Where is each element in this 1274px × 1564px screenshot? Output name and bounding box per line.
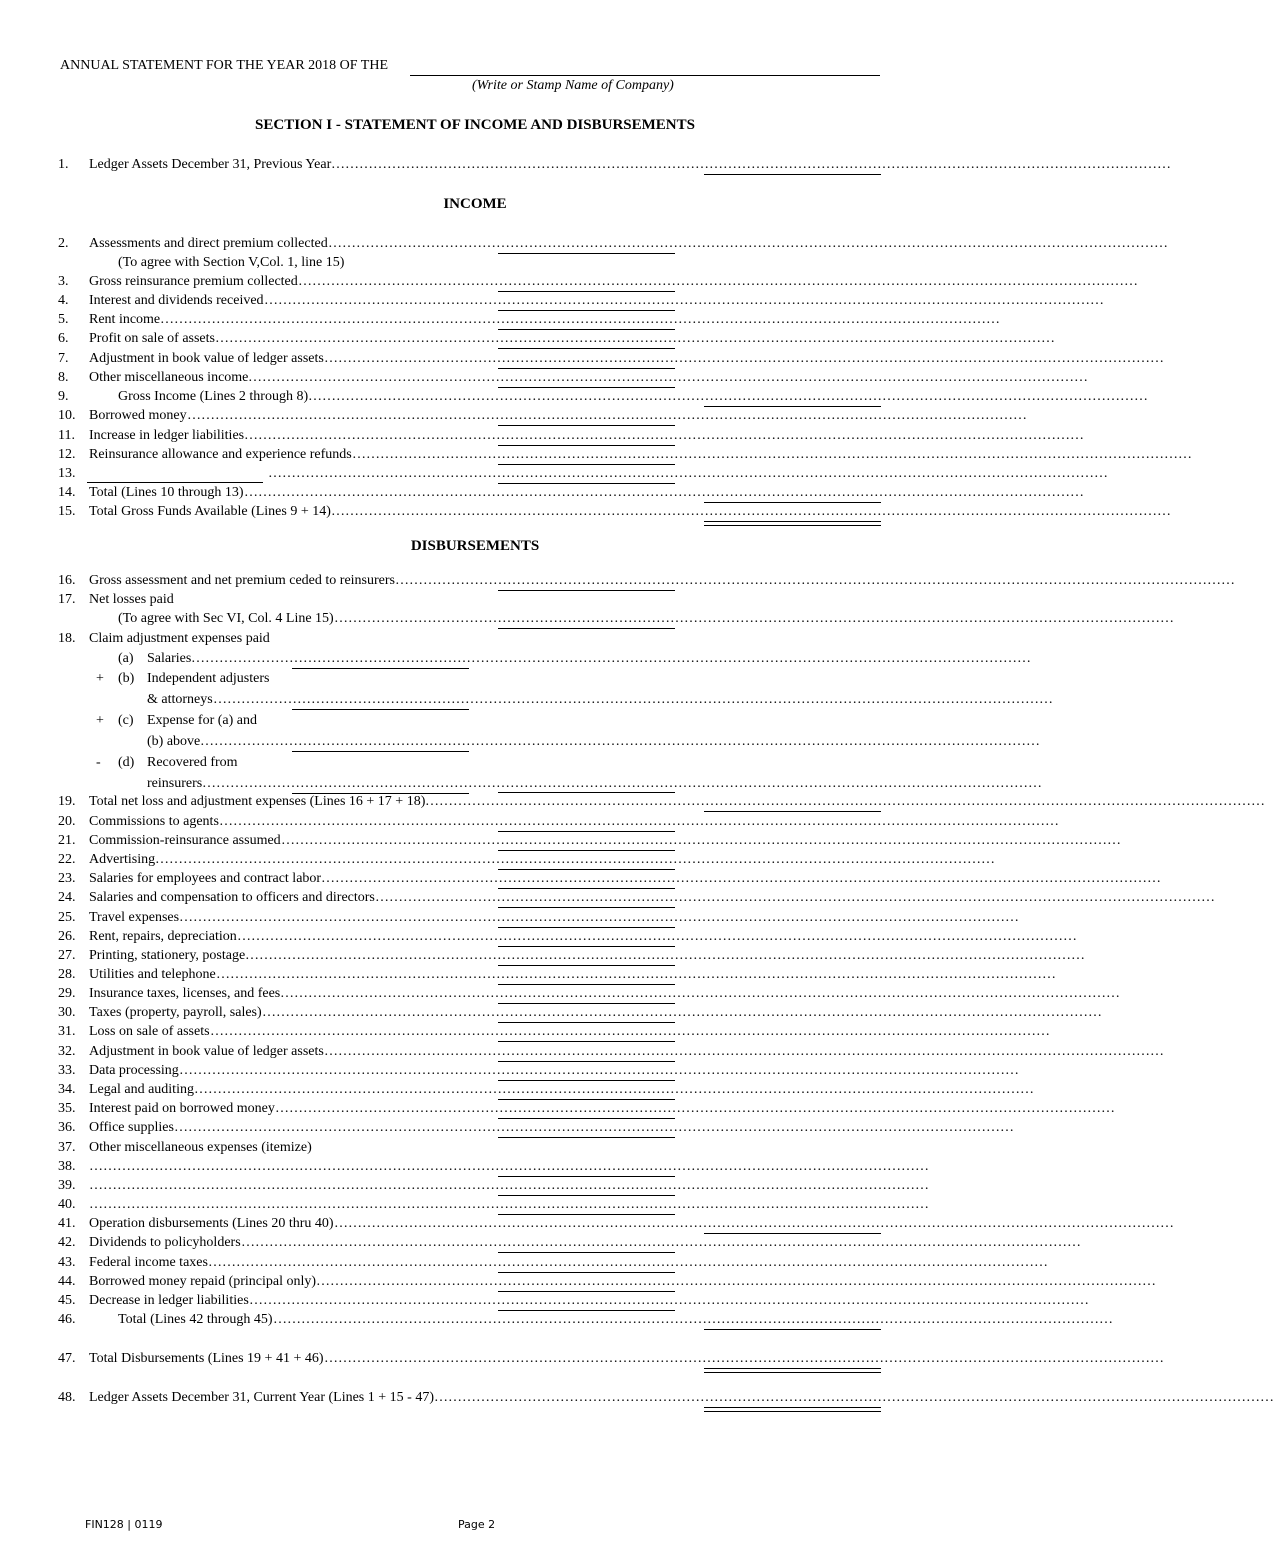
l24-label: Salaries and compensation to officers and directors — [89, 890, 375, 905]
l34-leader: ……………………………………………………………………………………………………………………………………………………………… — [194, 1082, 1034, 1097]
l5-leader: ……………………………………………………………………………………………………………………………………………………………… — [160, 312, 1000, 327]
l15-number: 15. — [58, 504, 76, 519]
l22-leader: ……………………………………………………………………………………………………………………………………………………………… — [155, 852, 995, 867]
l33-number: 33. — [58, 1063, 76, 1078]
l2-leader: ……………………………………………………………………………………………………………………………………………………………… — [328, 236, 1168, 251]
l17-number: 17. — [58, 592, 76, 607]
l18b-field[interactable] — [292, 709, 469, 710]
l23-label: Salaries for employees and contract labor — [89, 871, 322, 886]
l35-field[interactable] — [498, 1118, 675, 1119]
disbursements-heading: DISBURSEMENTS — [410, 538, 540, 554]
l17-leader: ……………………………………………………………………………………………………………………………………………………………… — [334, 611, 1174, 626]
l18b-sign: + — [96, 671, 104, 686]
l18c-field[interactable] — [292, 751, 469, 752]
l26-number: 26. — [58, 929, 76, 944]
l24-field[interactable] — [498, 907, 675, 908]
l8-number: 8. — [58, 370, 69, 385]
l39-number: 39. — [58, 1178, 76, 1193]
l41-field[interactable] — [704, 1233, 881, 1234]
l20-number: 20. — [58, 814, 76, 829]
l37-label: Other miscellaneous expenses (itemize) — [89, 1140, 312, 1155]
l25-field[interactable] — [498, 927, 675, 928]
l29-number: 29. — [58, 986, 76, 1001]
l2-field[interactable] — [498, 253, 675, 254]
l28-label: Utilities and telephone — [89, 967, 216, 982]
l31-leader: ……………………………………………………………………………………………………………………………………………………………… — [210, 1024, 1050, 1039]
l21-leader: ……………………………………………………………………………………………………………………………………………………………… — [281, 833, 1121, 848]
l14-label: Total (Lines 10 through 13) — [89, 485, 244, 500]
l48-field[interactable] — [704, 1407, 881, 1412]
l46-number: 46. — [58, 1312, 76, 1327]
l31-field[interactable] — [498, 1041, 675, 1042]
l47-field[interactable] — [704, 1368, 881, 1373]
l30-number: 30. — [58, 1005, 76, 1020]
l35-label: Interest paid on borrowed money — [89, 1101, 275, 1116]
l16-label: Gross assessment and net premium ceded to reinsurers — [89, 573, 395, 588]
l18d-label: Recovered from — [147, 755, 238, 770]
l3-number: 3. — [58, 274, 69, 289]
l18b-leader: ……………………………………………………………………………………………………………………………………………………………… — [213, 692, 1053, 707]
l11-number: 11. — [58, 428, 75, 443]
l20-label: Commissions to agents — [89, 814, 219, 829]
l1-leader: ……………………………………………………………………………………………………………………………………………………………… — [331, 157, 1171, 172]
l15-label: Total Gross Funds Available (Lines 9 + 14) — [89, 504, 331, 519]
l43-leader: ……………………………………………………………………………………………………………………………………………………………… — [208, 1255, 1048, 1270]
l22-field[interactable] — [498, 869, 675, 870]
company-name-line[interactable] — [410, 75, 880, 76]
l36-label: Office supplies — [89, 1120, 174, 1135]
l9-number: 9. — [58, 389, 69, 404]
statement-title: ANNUAL STATEMENT FOR THE YEAR 2018 OF THE — [60, 58, 389, 73]
l39-field[interactable] — [498, 1195, 675, 1196]
l31-label: Loss on sale of assets — [89, 1024, 210, 1039]
l18c-label: Expense for (a) and — [147, 713, 258, 728]
l6-leader: ……………………………………………………………………………………………………………………………………………………………… — [215, 331, 1055, 346]
section-title: SECTION I - STATEMENT OF INCOME AND DISBURSEMENTS — [255, 117, 695, 133]
l19-field[interactable] — [704, 811, 881, 812]
l38-leader: ……………………………………………………………………………………………………………………………………………………………… — [89, 1159, 929, 1174]
l10-label: Borrowed money — [89, 408, 187, 423]
l43-field[interactable] — [498, 1272, 675, 1273]
l19-leader: ……………………………………………………………………………………………………………………………………………………………… — [425, 794, 1265, 809]
l11-field[interactable] — [498, 445, 675, 446]
l18d-sign: - — [96, 755, 101, 770]
l44-number: 44. — [58, 1274, 76, 1289]
l6-label: Profit on sale of assets — [89, 331, 215, 346]
l36-leader: ……………………………………………………………………………………………………………………………………………………………… — [174, 1120, 1014, 1135]
l4-number: 4. — [58, 293, 69, 308]
l17-field[interactable] — [498, 628, 675, 629]
l18d-letter: (d) — [118, 755, 135, 770]
l32-field[interactable] — [498, 1061, 675, 1062]
l10-field[interactable] — [498, 425, 675, 426]
l18b-label: Independent adjusters — [147, 671, 270, 686]
l18d-leader: ……………………………………………………………………………………………………………………………………………………………… — [202, 776, 1042, 791]
l15-leader: ……………………………………………………………………………………………………………………………………………………………… — [331, 504, 1171, 519]
l16-number: 16. — [58, 573, 76, 588]
l10-number: 10. — [58, 408, 76, 423]
l42-number: 42. — [58, 1235, 76, 1250]
l45-number: 45. — [58, 1293, 76, 1308]
l28-field[interactable] — [498, 984, 675, 985]
l42-leader: ……………………………………………………………………………………………………………………………………………………………… — [241, 1235, 1081, 1250]
l18a-letter: (a) — [118, 651, 134, 666]
l18a-label: Salaries — [147, 651, 192, 666]
l20-field[interactable] — [498, 831, 675, 832]
l13-number: 13. — [58, 466, 76, 481]
l29-leader: ……………………………………………………………………………………………………………………………………………………………… — [280, 986, 1120, 1001]
l18-label: Claim adjustment expenses paid — [89, 631, 270, 646]
l26-leader: ……………………………………………………………………………………………………………………………………………………………… — [237, 929, 1077, 944]
l4-label: Interest and dividends received — [89, 293, 264, 308]
l18d-label-2: reinsurers — [147, 776, 203, 791]
l46-label: Total (Lines 42 through 45) — [118, 1312, 273, 1327]
l14-number: 14. — [58, 485, 76, 500]
l47-number: 47. — [58, 1351, 76, 1366]
l7-field[interactable] — [498, 368, 675, 369]
l19-number: 19. — [58, 794, 76, 809]
l29-field[interactable] — [498, 1003, 675, 1004]
l18a-field[interactable] — [292, 668, 469, 669]
l5-label: Rent income — [89, 312, 161, 327]
l47-leader: ……………………………………………………………………………………………………………………………………………………………… — [324, 1351, 1164, 1366]
l30-label: Taxes (property, payroll, sales) — [89, 1005, 262, 1020]
l18-number: 18. — [58, 631, 76, 646]
l33-label: Data processing — [89, 1063, 179, 1078]
l18c-label-2: (b) above — [147, 734, 201, 749]
l21-field[interactable] — [498, 850, 675, 851]
l18b-label-2: & attorneys — [147, 692, 213, 707]
l46-leader: ……………………………………………………………………………………………………………………………………………………………… — [273, 1312, 1113, 1327]
l7-label: Adjustment in book value of ledger assets — [89, 351, 324, 366]
l44-label: Borrowed money repaid (principal only) — [89, 1274, 317, 1289]
l12-label: Reinsurance allowance and experience refunds — [89, 447, 352, 462]
l21-label: Commission-reinsurance assumed — [89, 833, 281, 848]
l40-number: 40. — [58, 1197, 76, 1212]
l20-leader: ……………………………………………………………………………………………………………………………………………………………… — [219, 814, 1059, 829]
l32-leader: ……………………………………………………………………………………………………………………………………………………………… — [324, 1044, 1164, 1059]
l19-label: Total net loss and adjustment expenses (Lines 16 + 17 + 18) — [89, 794, 426, 809]
l36-number: 36. — [58, 1120, 76, 1135]
l14-leader: ……………………………………………………………………………………………………………………………………………………………… — [244, 485, 1084, 500]
l34-number: 34. — [58, 1082, 76, 1097]
l27-leader: ……………………………………………………………………………………………………………………………………………………………… — [245, 948, 1085, 963]
l41-leader: ……………………………………………………………………………………………………………………………………………………………… — [334, 1216, 1174, 1231]
l10-leader: ……………………………………………………………………………………………………………………………………………………………… — [187, 408, 1027, 423]
page-number: Page 2 — [458, 1518, 496, 1531]
l40-leader: ……………………………………………………………………………………………………………………………………………………………… — [89, 1197, 929, 1212]
l9-leader: ……………………………………………………………………………………………………………………………………………………………… — [308, 389, 1148, 404]
l35-leader: ……………………………………………………………………………………………………………………………………………………………… — [275, 1101, 1115, 1116]
l22-label: Advertising — [89, 852, 156, 867]
l28-leader: ……………………………………………………………………………………………………………………………………………………………… — [216, 967, 1056, 982]
l27-field[interactable] — [498, 965, 675, 966]
l4-field[interactable] — [498, 310, 675, 311]
l25-label: Travel expenses — [89, 910, 180, 925]
l32-number: 32. — [58, 1044, 76, 1059]
l48-label: Ledger Assets December 31, Current Year (Lines 1 + 15 - 47) — [89, 1390, 434, 1405]
l18c-letter: (c) — [118, 713, 134, 728]
l39-leader: ……………………………………………………………………………………………………………………………………………………………… — [89, 1178, 929, 1193]
l14-field[interactable] — [704, 502, 881, 503]
l35-number: 35. — [58, 1101, 76, 1116]
l11-label: Increase in ledger liabilities — [89, 428, 245, 443]
l9-field[interactable] — [704, 406, 881, 407]
l9-label: Gross Income (Lines 2 through 8) — [118, 389, 309, 404]
l25-number: 25. — [58, 910, 76, 925]
l23-leader: ……………………………………………………………………………………………………………………………………………………………… — [321, 871, 1161, 886]
l3-leader: ……………………………………………………………………………………………………………………………………………………………… — [298, 274, 1138, 289]
l42-label: Dividends to policyholders — [89, 1235, 241, 1250]
l1-label: Ledger Assets December 31, Previous Year — [89, 157, 332, 172]
l8-label: Other miscellaneous income — [89, 370, 249, 385]
l12-number: 12. — [58, 447, 76, 462]
l38-field[interactable] — [498, 1176, 675, 1177]
l31-number: 31. — [58, 1024, 76, 1039]
l24-number: 24. — [58, 890, 76, 905]
l34-field[interactable] — [498, 1099, 675, 1100]
l12-leader: ……………………………………………………………………………………………………………………………………………………………… — [352, 447, 1192, 462]
l45-label: Decrease in ledger liabilities — [89, 1293, 249, 1308]
l27-number: 27. — [58, 948, 76, 963]
l12-field[interactable] — [498, 464, 675, 465]
l34-label: Legal and auditing — [89, 1082, 194, 1097]
l8-leader: ……………………………………………………………………………………………………………………………………………………………… — [248, 370, 1088, 385]
l21-number: 21. — [58, 833, 76, 848]
l5-field[interactable] — [498, 329, 675, 330]
l16-field[interactable] — [498, 590, 675, 591]
l3-label: Gross reinsurance premium collected — [89, 274, 298, 289]
l48-number: 48. — [58, 1390, 76, 1405]
l25-leader: ……………………………………………………………………………………………………………………………………………………………… — [179, 910, 1019, 925]
l4-leader: ……………………………………………………………………………………………………………………………………………………………… — [264, 293, 1104, 308]
l36-field[interactable] — [498, 1137, 675, 1138]
l1-field[interactable] — [704, 174, 881, 175]
income-heading: INCOME — [443, 196, 507, 212]
l48-leader: ……………………………………………………………………………………………………………………………………………………………… — [434, 1390, 1274, 1405]
l15-field[interactable] — [704, 521, 881, 526]
l13-description-field[interactable] — [87, 482, 263, 483]
l43-number: 43. — [58, 1255, 76, 1270]
l11-leader: ……………………………………………………………………………………………………………………………………………………………… — [244, 428, 1084, 443]
l44-field[interactable] — [498, 1291, 675, 1292]
l24-leader: ……………………………………………………………………………………………………………………………………………………………… — [375, 890, 1215, 905]
l45-leader: ……………………………………………………………………………………………………………………………………………………………… — [249, 1293, 1089, 1308]
l1-number: 1. — [58, 157, 69, 172]
l6-number: 6. — [58, 331, 69, 346]
l18c-sign: + — [96, 713, 104, 728]
l29-label: Insurance taxes, licenses, and fees — [89, 986, 281, 1001]
l32-label: Adjustment in book value of ledger assets — [89, 1044, 324, 1059]
l30-leader: ……………………………………………………………………………………………………………………………………………………………… — [262, 1005, 1102, 1020]
l41-number: 41. — [58, 1216, 76, 1231]
l33-leader: ……………………………………………………………………………………………………………………………………………………………… — [179, 1063, 1019, 1078]
l17-label: Net losses paid — [89, 592, 174, 607]
l18b-letter: (b) — [118, 671, 135, 686]
l41-label: Operation disbursements (Lines 20 thru 40) — [89, 1216, 334, 1231]
l6-field[interactable] — [498, 348, 675, 349]
company-caption: (Write or Stamp Name of Company) — [472, 78, 674, 93]
l47-label: Total Disbursements (Lines 19 + 41 + 46) — [89, 1351, 324, 1366]
l23-number: 23. — [58, 871, 76, 886]
l30-field[interactable] — [498, 1022, 675, 1023]
l23-field[interactable] — [498, 888, 675, 889]
l43-label: Federal income taxes — [89, 1255, 208, 1270]
l5-number: 5. — [58, 312, 69, 327]
l38-number: 38. — [58, 1159, 76, 1174]
l3-field[interactable] — [498, 291, 675, 292]
l7-number: 7. — [58, 351, 69, 366]
l42-field[interactable] — [498, 1252, 675, 1253]
l44-leader: ……………………………………………………………………………………………………………………………………………………………… — [316, 1274, 1156, 1289]
l13-leader: ……………………………………………………………………………………………………………………………………………………………… — [268, 466, 1108, 481]
l22-number: 22. — [58, 852, 76, 867]
l2-label: Assessments and direct premium collected — [89, 236, 328, 251]
l17-note: (To agree with Sec VI, Col. 4 Line 15) — [118, 611, 334, 626]
l26-field[interactable] — [498, 946, 675, 947]
l2-number: 2. — [58, 236, 69, 251]
l16-leader: ……………………………………………………………………………………………………………………………………………………………… — [395, 573, 1235, 588]
form-id: FIN128 | 0119 — [85, 1518, 163, 1531]
l46-field[interactable] — [704, 1329, 881, 1330]
l33-field[interactable] — [498, 1080, 675, 1081]
l37-number: 37. — [58, 1140, 76, 1155]
l2-note: (To agree with Section V,Col. 1, line 15) — [118, 255, 345, 270]
l18c-leader: ……………………………………………………………………………………………………………………………………………………………… — [200, 734, 1040, 749]
l18a-leader: ……………………………………………………………………………………………………………………………………………………………… — [191, 651, 1031, 666]
l7-leader: ……………………………………………………………………………………………………………………………………………………………… — [324, 351, 1164, 366]
l26-label: Rent, repairs, depreciation — [89, 929, 237, 944]
l27-label: Printing, stationery, postage — [89, 948, 246, 963]
l28-number: 28. — [58, 967, 76, 982]
